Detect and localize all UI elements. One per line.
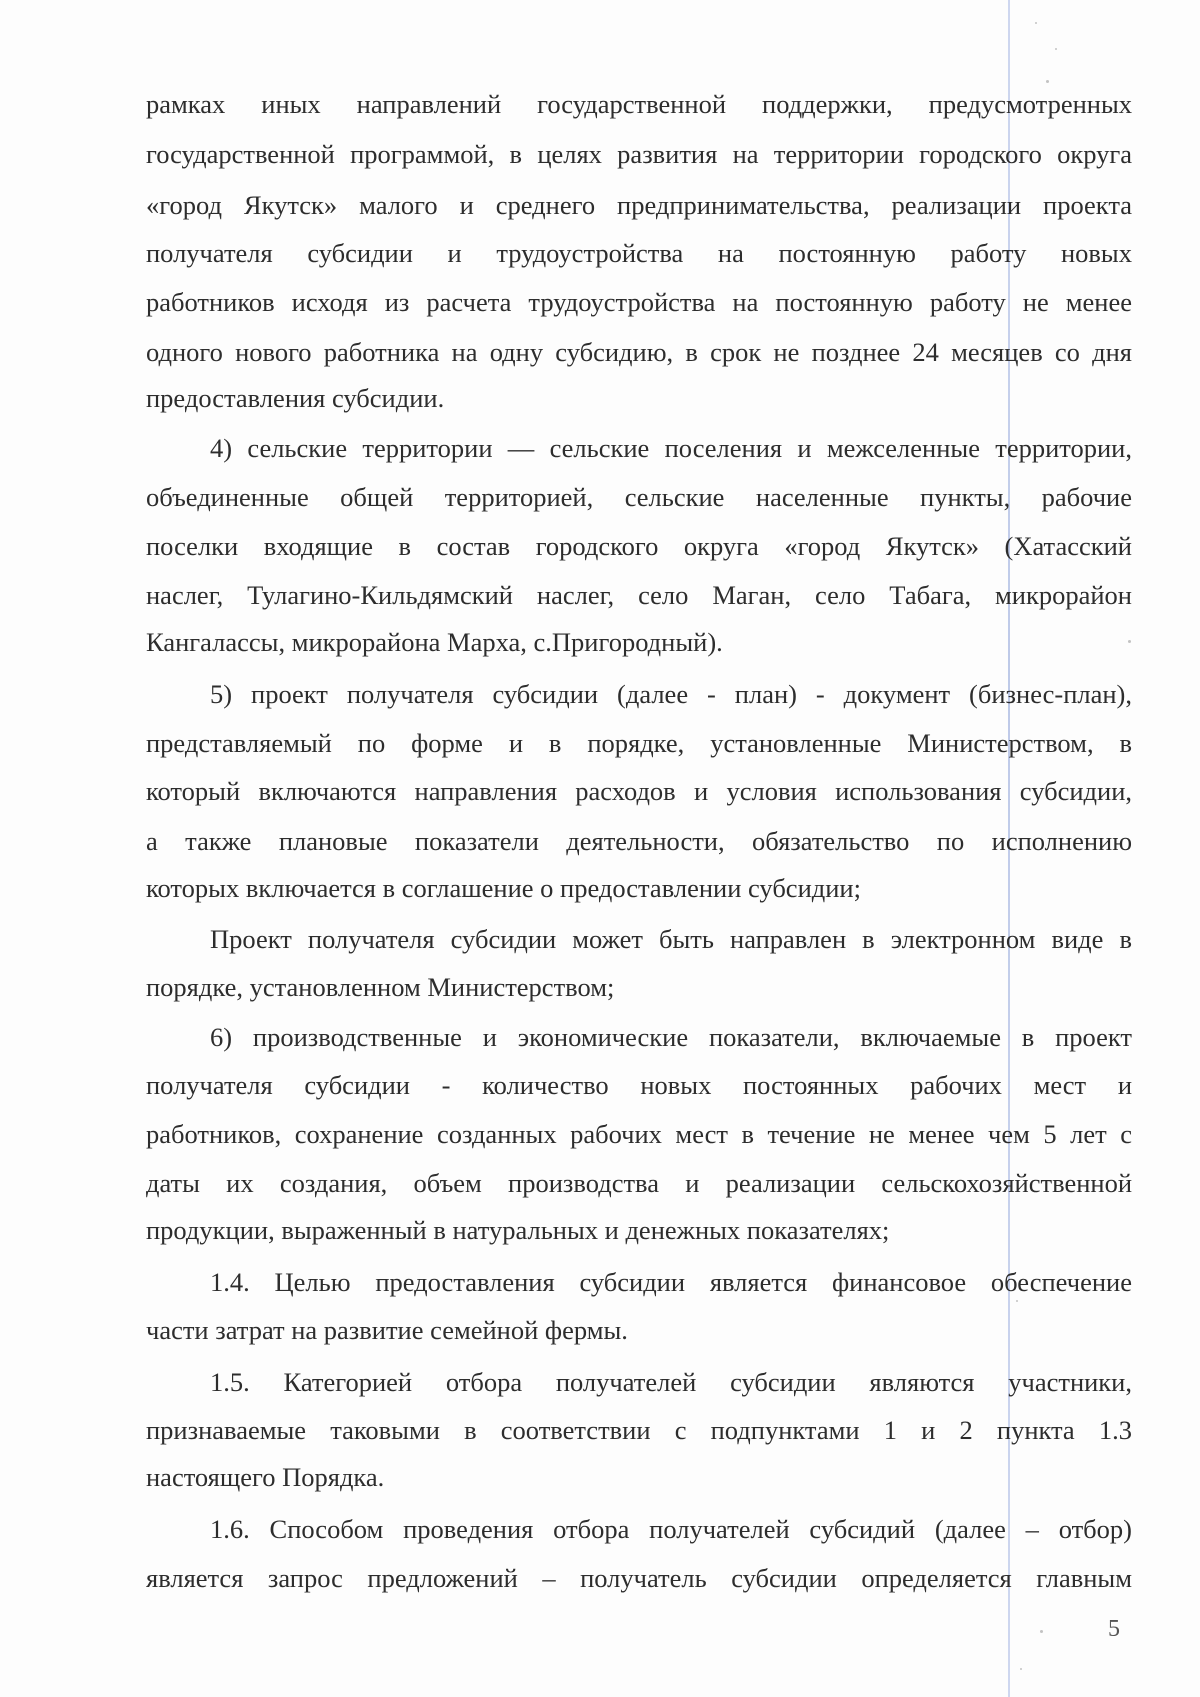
text-line: а также плановые показатели деятельности, обязательство по исполнению	[146, 826, 1132, 856]
scan-speck	[1040, 1630, 1043, 1633]
text-line: является запрос предложений – получатель субсидии определяется главным	[146, 1563, 1132, 1593]
text-line: работников, сохранение созданных рабочих мест в течение не менее чем 5 лет с	[146, 1119, 1132, 1149]
text-line: даты их создания, объем производства и реализации сельскохозяйственной	[146, 1168, 1132, 1198]
paragraph-first-line: 1.5. Категорией отбора получателей субсидии являются участники,	[210, 1367, 1132, 1397]
text-line: получателя субсидии - количество новых постоянных рабочих мест и	[146, 1070, 1132, 1100]
text-line: «город Якутск» малого и среднего предпринимательства, реализации проекта	[146, 190, 1132, 220]
text-line: объединенные общей территорией, сельские населенные пункты, рабочие	[146, 482, 1132, 512]
scan-speck	[1020, 1668, 1022, 1670]
scan-speck	[1035, 22, 1037, 24]
paragraph-first-line: Проект получателя субсидии может быть направлен в электронном виде в	[210, 924, 1132, 954]
paragraph-first-line: 4) сельские территории — сельские поселения и межселенные территории,	[210, 433, 1132, 463]
paragraph-first-line: 5) проект получателя субсидии (далее - план) - документ (бизнес-план),	[210, 679, 1132, 709]
text-line: признаваемые таковыми в соответствии с подпунктами 1 и 2 пункта 1.3	[146, 1415, 1132, 1445]
scan-speck	[1055, 48, 1057, 50]
text-line: которых включается в соглашение о предоставлении субсидии;	[146, 873, 861, 903]
text-line: одного нового работника на одну субсидию, в срок не позднее 24 месяцев со дня	[146, 337, 1132, 367]
text-line: продукции, выраженный в натуральных и денежных показателях;	[146, 1215, 890, 1245]
text-line: настоящего Порядка.	[146, 1462, 385, 1492]
text-line: порядке, установленном Министерством;	[146, 972, 615, 1002]
text-line: который включаются направления расходов и условия использования субсидии,	[146, 776, 1132, 806]
text-line: поселки входящие в состав городского округа «город Якутск» (Хатасский	[146, 531, 1132, 561]
scan-speck	[1046, 80, 1049, 83]
text-line: получателя субсидии и трудоустройства на постоянную работу новых	[146, 238, 1132, 268]
text-line: Кангалассы, микрорайона Марха, с.Пригородный).	[146, 627, 723, 657]
page-number: 5	[1108, 1616, 1120, 1642]
paragraph-first-line: 1.4. Целью предоставления субсидии является финансовое обеспечение	[210, 1267, 1132, 1297]
text-line: рамках иных направлений государственной поддержки, предусмотренных	[146, 89, 1132, 119]
text-line: части затрат на развитие семейной фермы.	[146, 1315, 628, 1345]
text-line: работников исходя из расчета трудоустройства на постоянную работу не менее	[146, 287, 1132, 317]
paragraph-first-line: 6) производственные и экономические показатели, включаемые в проект	[210, 1022, 1132, 1052]
text-line: предоставления субсидии.	[146, 383, 445, 413]
scan-speck	[1016, 1300, 1018, 1302]
text-line: государственной программой, в целях развития на территории городского округа	[146, 139, 1132, 169]
text-line: представляемый по форме и в порядке, установленные Министерством, в	[146, 728, 1132, 758]
paragraph-first-line: 1.6. Способом проведения отбора получателей субсидий (далее – отбор)	[210, 1514, 1132, 1544]
text-line: наслег, Тулагино-Кильдямский наслег, село Маган, село Табага, микрорайон	[146, 580, 1132, 610]
